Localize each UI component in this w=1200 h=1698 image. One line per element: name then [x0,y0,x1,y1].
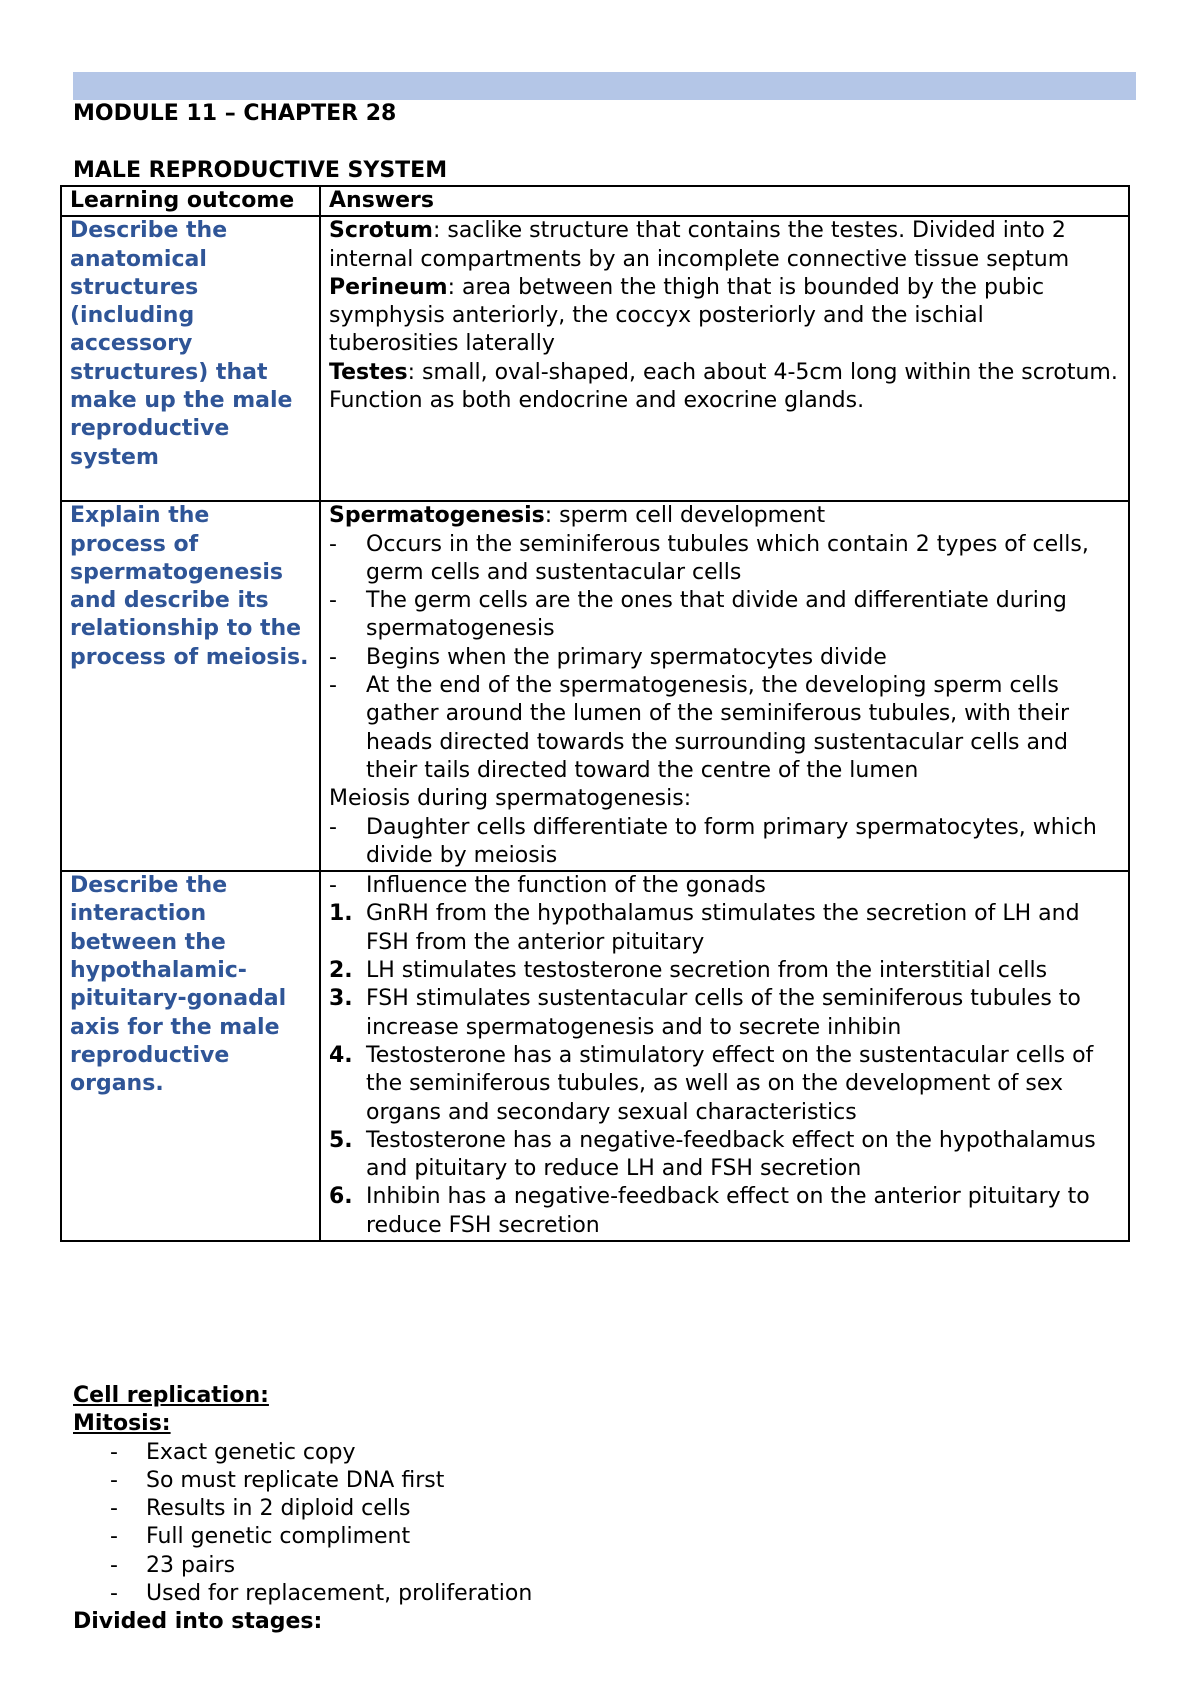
cell-replication-section [73,1382,1133,1637]
answer-cell [320,501,1129,871]
module-title: MODULE 11 – CHAPTER 28 [73,101,397,126]
term: Testes [329,359,408,385]
mitosis-heading: Mitosis: [73,1411,171,1437]
list-item-text: At the end of the spermatogenesis, the developing sperm cells gather around the lumen of the seminiferous tubules, with their heads directed towards the surrounding sustentacular cells and their tails directed toward the centre of the lumen [366,673,1070,783]
dash-marker: - [110,1524,118,1550]
definition-text: : area between the thigh that is bounded by the pubic symphysis anteriorly, the coccyx posteriorly and the ischial tuberosities laterally [329,274,1045,357]
number-marker: 3. [329,986,353,1012]
list-item [329,587,1120,644]
dash-marker: - [110,1496,118,1522]
list-item [329,1127,1120,1184]
list-item-text: The germ cells are the ones that divide and differentiate during spermatogenesis [366,588,1067,642]
definition-text: : saclike structure that contains the testes. Divided into 2 internal compartments by an incomplete connective tissue septum [329,218,1070,272]
term: Spermatogenesis [329,503,545,529]
dash-marker: - [329,673,337,699]
definition-text: : small, oval-shaped, each about 4-5cm long within the scrotum. Function as both endocrine and exocrine glands. [329,359,1118,414]
number-marker: 4. [329,1042,353,1068]
numbered-list [329,900,1120,1240]
list-item [329,985,1120,1042]
list-item-text: Exact genetic copy [146,1439,356,1465]
dash-marker: - [329,814,337,840]
answer-cell [320,871,1129,1241]
list-item [329,672,1120,785]
list-item [329,814,1120,871]
list-item [73,1552,1133,1580]
table-row [61,871,1129,1241]
dash-marker: - [329,873,337,899]
number-marker: 6. [329,1184,353,1210]
list-item-text: Begins when the primary spermatocytes divide [366,644,887,670]
list-item-text: Used for replacement, proliferation [146,1581,533,1607]
list-item [329,900,1120,957]
number-marker: 5. [329,1127,353,1153]
dash-marker: - [110,1552,118,1578]
cell-replication-heading: Cell replication: [73,1383,269,1408]
header-learning-outcome: Learning outcome [61,186,320,216]
term: Perineum [329,274,448,300]
dash-marker: - [110,1439,118,1465]
list-item-text: Daughter cells differentiate to form primary spermatocytes, which divide by meiosis [366,814,1097,868]
list-item [329,1042,1120,1127]
answer-definition [329,359,1120,416]
answer-cell [320,216,1129,501]
list-item [329,872,1120,900]
dash-list [329,872,1120,900]
answer-definition [329,274,1120,359]
list-item [73,1495,1133,1523]
list-item [329,1183,1120,1240]
learning-outcome-cell: Describe the interaction between the hypothalamic-pituitary-gonadal axis for the male reproductive organs. [61,871,320,1241]
table-header-row [61,186,1129,216]
stages-heading: Divided into stages: [73,1609,323,1635]
dash-list [329,814,1120,871]
list-item [73,1523,1133,1551]
list-item-text: LH stimulates testosterone secretion from the interstitial cells [366,958,1048,984]
list-item-text: Inhibin has a negative-feedback effect on the anterior pituitary to reduce FSH secretion [366,1184,1090,1238]
learning-outcome-cell: Describe the anatomical structures (including accessory structures) that make up the male reproductive system [61,216,320,501]
header-answers: Answers [320,186,1129,216]
learning-outcome-cell: Explain the process of spermatogenesis and describe its relationship to the process of meiosis. [61,501,320,871]
list-item-text: FSH stimulates sustentacular cells of the seminiferous tubules to increase spermatogenesis and to secrete inhibin [366,986,1081,1040]
list-item-text: GnRH from the hypothalamus stimulates the secretion of LH and FSH from the anterior pituitary [366,901,1080,955]
section-title: MALE REPRODUCTIVE SYSTEM [73,158,448,183]
list-item-text: Testosterone has a stimulatory effect on the sustentacular cells of the seminiferous tubules, as well as on the development of sex organs and secondary sexual characteristics [366,1042,1094,1125]
list-item [329,644,1120,672]
dash-marker: - [110,1581,118,1607]
header-color-bar [73,72,1136,100]
definition-text: : sperm cell development [544,503,826,529]
list-item-text: Testosterone has a negative-feedback effect on the hypothalamus and pituitary to reduce LH and FSH secretion [366,1127,1096,1182]
list-item [329,957,1120,985]
term: Scrotum [329,218,433,244]
list-item [73,1467,1133,1495]
dash-marker: - [329,531,337,557]
list-item-text: Full genetic compliment [146,1524,411,1550]
learning-outcomes-table [60,185,1130,1242]
number-marker: 2. [329,958,353,984]
list-item-text: So must replicate DNA first [146,1467,445,1493]
list-item [329,531,1120,588]
table-row [61,501,1129,871]
table-row [61,216,1129,501]
answer-definition [329,502,1120,530]
answer-definition [329,217,1120,274]
sub-heading: Meiosis during spermatogenesis: [329,786,692,812]
dash-list [329,531,1120,786]
dash-marker: - [329,588,337,614]
list-item-text: Results in 2 diploid cells [146,1496,411,1522]
list-item-text: Occurs in the seminiferous tubules which contain 2 types of cells, germ cells and sustentacular cells [366,531,1089,585]
mitosis-list [73,1439,1133,1609]
dash-marker: - [329,644,337,670]
list-item-text: Influence the function of the gonads [366,873,766,899]
list-item [73,1439,1133,1467]
dash-marker: - [110,1467,118,1493]
list-item-text: 23 pairs [146,1552,236,1578]
list-item [73,1580,1133,1608]
number-marker: 1. [329,901,353,927]
